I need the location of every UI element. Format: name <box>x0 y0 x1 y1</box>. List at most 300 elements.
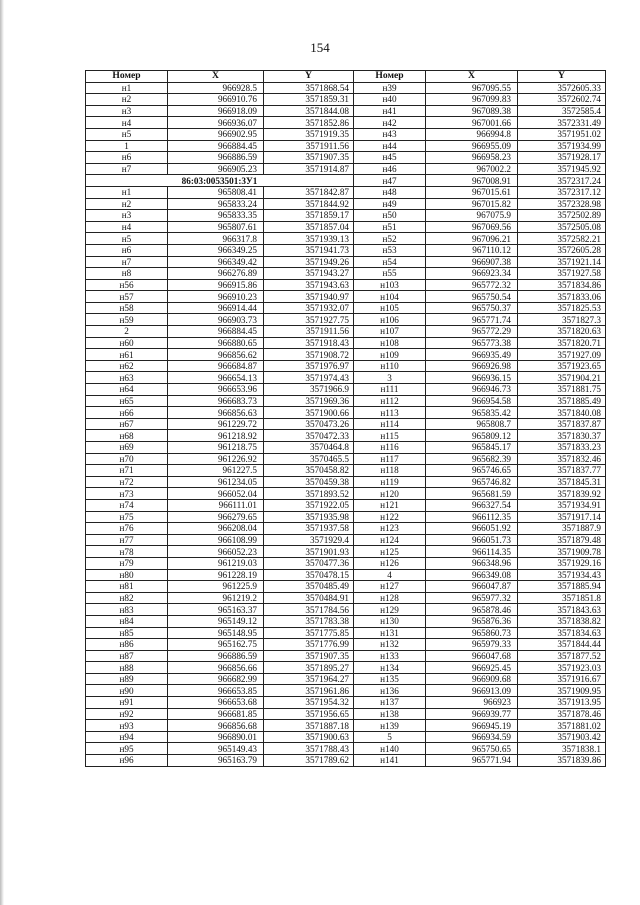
table-row <box>86 407 606 419</box>
y-coordinate: 3572331.49 <box>518 117 606 129</box>
x-coordinate: 965148.95 <box>168 627 264 639</box>
x-coordinate: 966926.98 <box>426 360 518 372</box>
y-coordinate: 3571928.17 <box>518 152 606 164</box>
x-coordinate: 967002.2 <box>426 163 518 175</box>
point-number: н89 <box>86 673 168 685</box>
y-coordinate: 3570477.36 <box>264 557 354 569</box>
x-coordinate: 965162.75 <box>168 639 264 651</box>
y-coordinate: 3571956.65 <box>264 708 354 720</box>
point-number: 5 <box>354 731 426 743</box>
table-row <box>86 221 606 233</box>
x-coordinate: 967001.66 <box>426 117 518 129</box>
point-number: н125 <box>354 546 426 558</box>
y-coordinate: 3571921.14 <box>518 256 606 268</box>
x-coordinate: 966880.65 <box>168 337 264 349</box>
x-coordinate: 966886.59 <box>168 152 264 164</box>
x-coordinate: 965845.17 <box>426 442 518 454</box>
y-coordinate: 3571934.91 <box>518 499 606 511</box>
y-coordinate: 3571825.53 <box>518 302 606 314</box>
table-row <box>86 523 606 535</box>
y-coordinate: 3571969.36 <box>264 395 354 407</box>
point-number: н129 <box>354 604 426 616</box>
x-coordinate: 965771.74 <box>426 314 518 326</box>
point-number: н140 <box>354 743 426 755</box>
table-row <box>86 592 606 604</box>
point-number: н44 <box>354 140 426 152</box>
point-number: н108 <box>354 337 426 349</box>
x-coordinate: 966923 <box>426 697 518 709</box>
y-coordinate: 3571951.02 <box>518 128 606 140</box>
point-number: 2 <box>86 326 168 338</box>
x-coordinate: 966052.23 <box>168 546 264 558</box>
table-row <box>86 117 606 129</box>
y-coordinate: 3571932.07 <box>264 302 354 314</box>
x-coordinate: 965750.65 <box>426 743 518 755</box>
y-coordinate: 3571901.93 <box>264 546 354 558</box>
y-coordinate: 3571893.52 <box>264 488 354 500</box>
x-coordinate: 966683.73 <box>168 395 264 407</box>
table-row <box>86 302 606 314</box>
x-coordinate: 967075.9 <box>426 210 518 222</box>
point-number: н132 <box>354 639 426 651</box>
x-coordinate: 961226.92 <box>168 453 264 465</box>
x-coordinate: 965772.32 <box>426 279 518 291</box>
y-coordinate: 3571859.17 <box>264 210 354 222</box>
x-coordinate: 965746.65 <box>426 465 518 477</box>
y-coordinate: 3571851.8 <box>518 592 606 604</box>
y-coordinate: 3571966.9 <box>264 384 354 396</box>
y-coordinate: 3571877.52 <box>518 650 606 662</box>
point-number: н103 <box>354 279 426 291</box>
table-row <box>86 511 606 523</box>
x-coordinate: 966682.99 <box>168 673 264 685</box>
y-coordinate: 3571837.77 <box>518 465 606 477</box>
point-number: н133 <box>354 650 426 662</box>
point-number: н61 <box>86 349 168 361</box>
y-coordinate: 3571911.56 <box>264 140 354 152</box>
y-coordinate: 3570465.5 <box>264 453 354 465</box>
point-number: н46 <box>354 163 426 175</box>
x-coordinate: 966902.95 <box>168 128 264 140</box>
point-number: н115 <box>354 430 426 442</box>
point-number: н95 <box>86 743 168 755</box>
point-number: н2 <box>86 198 168 210</box>
y-coordinate: 3571775.85 <box>264 627 354 639</box>
y-coordinate: 3572502.89 <box>518 210 606 222</box>
y-coordinate: 3571887.18 <box>264 720 354 732</box>
x-coordinate: 965163.37 <box>168 604 264 616</box>
x-coordinate: 966914.44 <box>168 302 264 314</box>
y-coordinate: 3571929.16 <box>518 557 606 569</box>
point-number: н90 <box>86 685 168 697</box>
y-coordinate: 3571832.46 <box>518 453 606 465</box>
y-coordinate: 3571834.86 <box>518 279 606 291</box>
x-coordinate: 966327.54 <box>426 499 518 511</box>
table-row <box>86 476 606 488</box>
y-coordinate: 3571783.38 <box>264 615 354 627</box>
x-coordinate: 966915.86 <box>168 279 264 291</box>
x-coordinate: 966047.87 <box>426 581 518 593</box>
x-coordinate: 966349.08 <box>426 569 518 581</box>
y-coordinate: 3571820.71 <box>518 337 606 349</box>
point-number: н55 <box>354 268 426 280</box>
header-x-right: X <box>426 71 518 83</box>
table-row <box>86 256 606 268</box>
point-number: н67 <box>86 418 168 430</box>
point-number: н3 <box>86 105 168 117</box>
point-number: н131 <box>354 627 426 639</box>
y-coordinate: 3571895.27 <box>264 662 354 674</box>
point-number: н71 <box>86 465 168 477</box>
point-number: н91 <box>86 697 168 709</box>
point-number: н119 <box>354 476 426 488</box>
point-number: н110 <box>354 360 426 372</box>
table-row <box>86 755 606 767</box>
y-coordinate: 3571839.86 <box>518 755 606 767</box>
point-number: н75 <box>86 511 168 523</box>
point-number: 3 <box>354 372 426 384</box>
point-number: н47 <box>354 175 426 187</box>
y-coordinate: 3571945.92 <box>518 163 606 175</box>
table-row <box>86 650 606 662</box>
x-coordinate: 965878.46 <box>426 604 518 616</box>
table-row <box>86 279 606 291</box>
y-coordinate: 3571820.63 <box>518 326 606 338</box>
table-row <box>86 627 606 639</box>
cadastral-number: 86:03:0053501:3У1 <box>86 175 354 187</box>
point-number: н3 <box>86 210 168 222</box>
y-coordinate: 3571949.26 <box>264 256 354 268</box>
point-number: н83 <box>86 604 168 616</box>
point-number: н79 <box>86 557 168 569</box>
point-number: н120 <box>354 488 426 500</box>
table-body <box>86 82 606 766</box>
y-coordinate: 3571838.1 <box>518 743 606 755</box>
x-coordinate: 966939.77 <box>426 708 518 720</box>
y-coordinate: 3571943.27 <box>264 268 354 280</box>
table-row <box>86 349 606 361</box>
table-row <box>86 128 606 140</box>
point-number: н5 <box>86 233 168 245</box>
y-coordinate: 3570459.38 <box>264 476 354 488</box>
table-row <box>86 395 606 407</box>
x-coordinate: 966936.15 <box>426 372 518 384</box>
x-coordinate: 967008.91 <box>426 175 518 187</box>
point-number: н128 <box>354 592 426 604</box>
point-number: н48 <box>354 186 426 198</box>
x-coordinate: 966934.59 <box>426 731 518 743</box>
y-coordinate: 3572602.74 <box>518 94 606 106</box>
y-coordinate: 3571909.78 <box>518 546 606 558</box>
table-row <box>86 442 606 454</box>
table-header-row <box>86 71 606 83</box>
coordinates-table <box>85 70 606 767</box>
point-number: н73 <box>86 488 168 500</box>
table-row <box>86 499 606 511</box>
x-coordinate: 966890.01 <box>168 731 264 743</box>
table-row <box>86 615 606 627</box>
table-row <box>86 384 606 396</box>
x-coordinate: 961219.03 <box>168 557 264 569</box>
table-row <box>86 94 606 106</box>
point-number: н74 <box>86 499 168 511</box>
x-coordinate: 966884.45 <box>168 140 264 152</box>
x-coordinate: 965750.37 <box>426 302 518 314</box>
point-number: н82 <box>86 592 168 604</box>
y-coordinate: 3571929.4 <box>264 534 354 546</box>
x-coordinate: 966886.59 <box>168 650 264 662</box>
table-row <box>86 198 606 210</box>
x-coordinate: 966654.13 <box>168 372 264 384</box>
table-row <box>86 534 606 546</box>
x-coordinate: 966111.01 <box>168 499 264 511</box>
point-number: н136 <box>354 685 426 697</box>
y-coordinate: 3571845.31 <box>518 476 606 488</box>
table-row <box>86 708 606 720</box>
table-row <box>86 604 606 616</box>
y-coordinate: 3570464.8 <box>264 442 354 454</box>
page-number: 154 <box>310 40 330 55</box>
point-number: н109 <box>354 349 426 361</box>
point-number: н72 <box>86 476 168 488</box>
y-coordinate: 3571859.31 <box>264 94 354 106</box>
y-coordinate: 3571838.82 <box>518 615 606 627</box>
x-coordinate: 965977.32 <box>426 592 518 604</box>
x-coordinate: 966928.5 <box>168 82 264 94</box>
point-number: н138 <box>354 708 426 720</box>
table-row <box>86 82 606 94</box>
y-coordinate: 3571833.06 <box>518 291 606 303</box>
table-row <box>86 465 606 477</box>
x-coordinate: 966653.68 <box>168 697 264 709</box>
y-coordinate: 3571954.32 <box>264 697 354 709</box>
y-coordinate: 3571788.43 <box>264 743 354 755</box>
point-number: н127 <box>354 581 426 593</box>
point-number: н6 <box>86 152 168 164</box>
x-coordinate: 967089.38 <box>426 105 518 117</box>
point-number: н51 <box>354 221 426 233</box>
y-coordinate: 3570473.26 <box>264 418 354 430</box>
x-coordinate: 966913.09 <box>426 685 518 697</box>
point-number: н66 <box>86 407 168 419</box>
point-number: н92 <box>86 708 168 720</box>
y-coordinate: 3571941.73 <box>264 244 354 256</box>
y-coordinate: 3571885.49 <box>518 395 606 407</box>
point-number: н126 <box>354 557 426 569</box>
table-row <box>86 546 606 558</box>
x-coordinate: 965833.35 <box>168 210 264 222</box>
x-coordinate: 966945.19 <box>426 720 518 732</box>
point-number: н88 <box>86 662 168 674</box>
point-number: н70 <box>86 453 168 465</box>
y-coordinate: 3571789.62 <box>264 755 354 767</box>
y-coordinate: 3571916.67 <box>518 673 606 685</box>
point-number: н137 <box>354 697 426 709</box>
table-row <box>86 233 606 245</box>
table-row <box>86 697 606 709</box>
x-coordinate: 965771.94 <box>426 755 518 767</box>
point-number: н113 <box>354 407 426 419</box>
y-coordinate: 3571908.72 <box>264 349 354 361</box>
y-coordinate: 3571903.42 <box>518 731 606 743</box>
table-row <box>86 430 606 442</box>
y-coordinate: 3571976.97 <box>264 360 354 372</box>
y-coordinate: 3571974.43 <box>264 372 354 384</box>
table-row <box>86 105 606 117</box>
table-row <box>86 314 606 326</box>
y-coordinate: 3571844.92 <box>264 198 354 210</box>
header-y-right: Y <box>518 71 606 83</box>
header-number-left: Номер <box>86 71 168 83</box>
x-coordinate: 966349.25 <box>168 244 264 256</box>
x-coordinate: 966994.8 <box>426 128 518 140</box>
table-row <box>86 337 606 349</box>
x-coordinate: 966936.07 <box>168 117 264 129</box>
point-number: н58 <box>86 302 168 314</box>
header-y-left: Y <box>264 71 354 83</box>
x-coordinate: 965808.41 <box>168 186 264 198</box>
table-row <box>86 581 606 593</box>
table-row <box>86 186 606 198</box>
x-coordinate: 966918.09 <box>168 105 264 117</box>
x-coordinate: 966653.85 <box>168 685 264 697</box>
point-number: н114 <box>354 418 426 430</box>
y-coordinate: 3572505.08 <box>518 221 606 233</box>
point-number: н57 <box>86 291 168 303</box>
header-x-left: X <box>168 71 264 83</box>
point-number: 4 <box>354 569 426 581</box>
x-coordinate: 961234.05 <box>168 476 264 488</box>
x-coordinate: 965682.39 <box>426 453 518 465</box>
point-number: н121 <box>354 499 426 511</box>
point-number: н59 <box>86 314 168 326</box>
x-coordinate: 966946.73 <box>426 384 518 396</box>
x-coordinate: 961227.5 <box>168 465 264 477</box>
header-number-right: Номер <box>354 71 426 83</box>
table-row <box>86 569 606 581</box>
x-coordinate: 966349.42 <box>168 256 264 268</box>
x-coordinate: 961218.92 <box>168 430 264 442</box>
point-number: н93 <box>86 720 168 732</box>
y-coordinate: 3571937.58 <box>264 523 354 535</box>
x-coordinate: 965979.33 <box>426 639 518 651</box>
y-coordinate: 3571837.87 <box>518 418 606 430</box>
x-coordinate: 965835.42 <box>426 407 518 419</box>
x-coordinate: 965807.61 <box>168 221 264 233</box>
y-coordinate: 3571776.99 <box>264 639 354 651</box>
y-coordinate: 3571834.63 <box>518 627 606 639</box>
x-coordinate: 966114.35 <box>426 546 518 558</box>
point-number: н50 <box>354 210 426 222</box>
point-number: н41 <box>354 105 426 117</box>
y-coordinate: 3570484.91 <box>264 592 354 604</box>
table-row <box>86 488 606 500</box>
table-row <box>86 210 606 222</box>
table-row <box>86 326 606 338</box>
point-number: н56 <box>86 279 168 291</box>
y-coordinate: 3571833.23 <box>518 442 606 454</box>
point-number: н77 <box>86 534 168 546</box>
x-coordinate: 965773.38 <box>426 337 518 349</box>
point-number: н141 <box>354 755 426 767</box>
y-coordinate: 3572585.4 <box>518 105 606 117</box>
x-coordinate: 966856.68 <box>168 720 264 732</box>
point-number: н94 <box>86 731 168 743</box>
x-coordinate: 961228.19 <box>168 569 264 581</box>
x-coordinate: 966047.68 <box>426 650 518 662</box>
point-number: н45 <box>354 152 426 164</box>
y-coordinate: 3571913.95 <box>518 697 606 709</box>
point-number: н111 <box>354 384 426 396</box>
table-row <box>86 268 606 280</box>
point-number: н1 <box>86 82 168 94</box>
x-coordinate: 961218.75 <box>168 442 264 454</box>
y-coordinate: 3571964.27 <box>264 673 354 685</box>
y-coordinate: 3571830.37 <box>518 430 606 442</box>
y-coordinate: 3571940.97 <box>264 291 354 303</box>
y-coordinate: 3571918.43 <box>264 337 354 349</box>
table-row <box>86 372 606 384</box>
y-coordinate: 3571885.94 <box>518 581 606 593</box>
y-coordinate: 3571934.99 <box>518 140 606 152</box>
y-coordinate: 3571917.14 <box>518 511 606 523</box>
x-coordinate: 966051.73 <box>426 534 518 546</box>
point-number: н86 <box>86 639 168 651</box>
x-coordinate: 966910.76 <box>168 94 264 106</box>
x-coordinate: 965149.12 <box>168 615 264 627</box>
x-coordinate: 966112.35 <box>426 511 518 523</box>
y-coordinate: 3572582.21 <box>518 233 606 245</box>
point-number: н118 <box>354 465 426 477</box>
point-number: н39 <box>354 82 426 94</box>
x-coordinate: 965833.24 <box>168 198 264 210</box>
point-number: н85 <box>86 627 168 639</box>
point-number: н53 <box>354 244 426 256</box>
point-number: н4 <box>86 117 168 129</box>
x-coordinate: 965809.12 <box>426 430 518 442</box>
x-coordinate: 966653.96 <box>168 384 264 396</box>
x-coordinate: 966052.04 <box>168 488 264 500</box>
y-coordinate: 3571879.48 <box>518 534 606 546</box>
x-coordinate: 966923.34 <box>426 268 518 280</box>
x-coordinate: 967110.12 <box>426 244 518 256</box>
point-number: н62 <box>86 360 168 372</box>
y-coordinate: 3571923.03 <box>518 662 606 674</box>
point-number: н6 <box>86 244 168 256</box>
table-row <box>86 244 606 256</box>
y-coordinate: 3571881.75 <box>518 384 606 396</box>
table-row <box>86 140 606 152</box>
scan-edge <box>0 0 4 905</box>
table-row <box>86 291 606 303</box>
point-number: н7 <box>86 256 168 268</box>
x-coordinate: 965876.36 <box>426 615 518 627</box>
x-coordinate: 961225.9 <box>168 581 264 593</box>
y-coordinate: 3571934.43 <box>518 569 606 581</box>
x-coordinate: 966681.85 <box>168 708 264 720</box>
y-coordinate: 3571827.3 <box>518 314 606 326</box>
x-coordinate: 965772.29 <box>426 326 518 338</box>
y-coordinate: 3571927.75 <box>264 314 354 326</box>
x-coordinate: 966925.45 <box>426 662 518 674</box>
x-coordinate: 966108.99 <box>168 534 264 546</box>
y-coordinate: 3571909.95 <box>518 685 606 697</box>
x-coordinate: 966856.66 <box>168 662 264 674</box>
point-number: н104 <box>354 291 426 303</box>
y-coordinate: 3571927.58 <box>518 268 606 280</box>
point-number: н2 <box>86 94 168 106</box>
x-coordinate: 966958.23 <box>426 152 518 164</box>
